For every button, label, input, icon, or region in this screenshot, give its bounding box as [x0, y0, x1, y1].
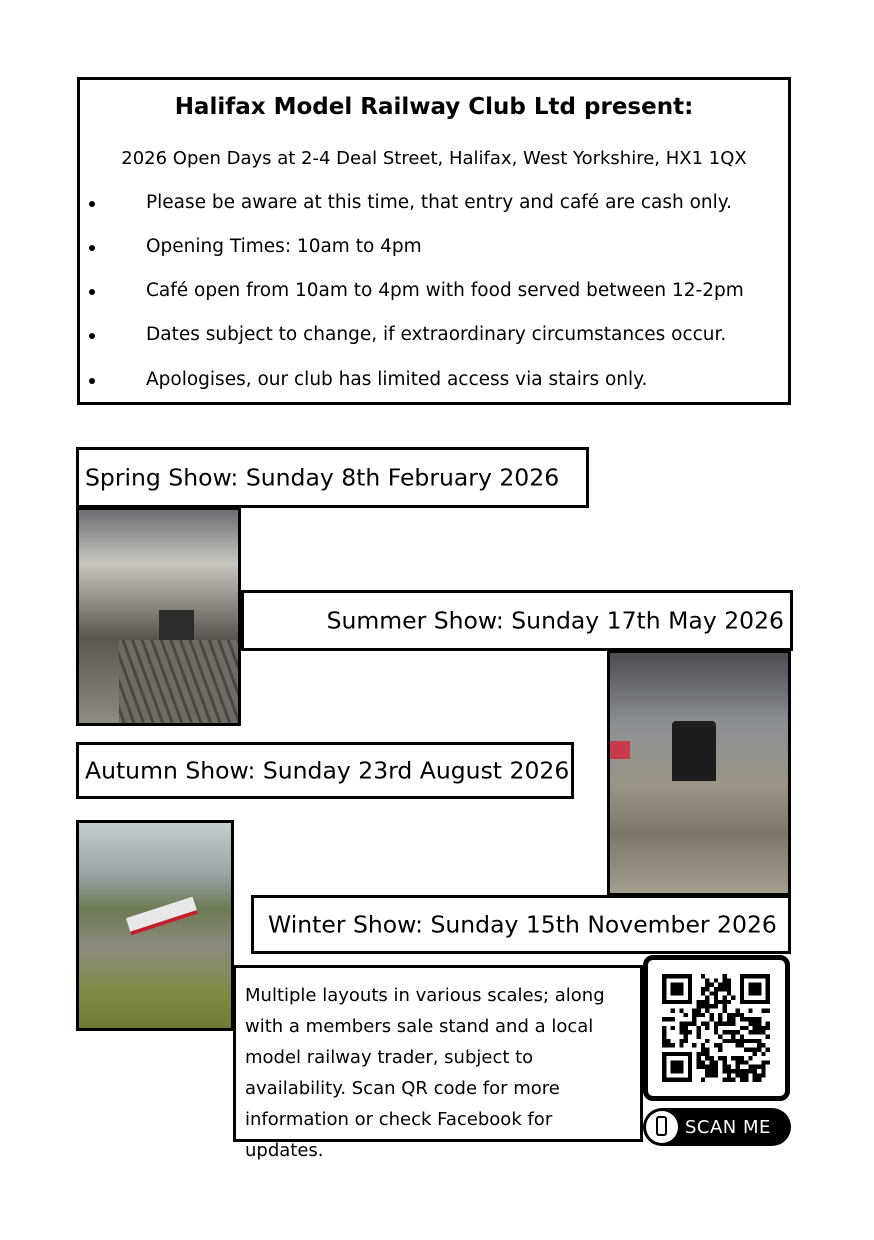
bullet-text: Café open from 10am to 4pm with food served between 12-2pm [146, 280, 744, 301]
bullet-icon [89, 289, 95, 295]
bullet-text: Opening Times: 10am to 4pm [146, 236, 422, 257]
autumn-show-box [76, 742, 574, 799]
description-text: Multiple layouts in various scales; along with a members sale stand and a local model railway trader, subject to availability. Scan QR code for more information or check Facebook for updates. [233, 965, 643, 1142]
spring-show-box [76, 447, 589, 508]
steam-locomotive-photo [607, 650, 791, 896]
subtitle: 2026 Open Days at 2-4 Deal Street, Halifax, West Yorkshire, HX1 1QX [121, 148, 747, 169]
scan-me-badge [643, 1108, 791, 1146]
bullet-text: Dates subject to change, if extraordinary circumstances occur. [146, 324, 727, 345]
bullet-icon [89, 201, 95, 207]
spring-show-date: Spring Show: Sunday 8th February 2026 [85, 462, 560, 491]
qr-code[interactable] [643, 955, 790, 1101]
bullet-icon [89, 378, 95, 384]
info-box [77, 77, 791, 405]
winter-show-box [251, 895, 791, 954]
phone-icon [646, 1111, 678, 1143]
bullet-text: Apologises, our club has limited access via stairs only. [146, 369, 648, 390]
summer-show-date: Summer Show: Sunday 17th May 2026 [326, 605, 784, 634]
scan-me-label: SCAN ME [685, 1117, 771, 1138]
summer-show-box [241, 590, 793, 651]
winter-show-date: Winter Show: Sunday 15th November 2026 [268, 909, 777, 938]
page-title: Halifax Model Railway Club Ltd present: [174, 94, 694, 120]
bullet-icon [89, 333, 95, 339]
high-speed-train-photo [76, 820, 234, 1031]
bullet-text: Please be aware at this time, that entry and café are cash only. [146, 192, 732, 213]
station-train-photo [76, 507, 241, 726]
bullet-icon [89, 245, 95, 251]
qr-code-icon [662, 974, 770, 1082]
autumn-show-date: Autumn Show: Sunday 23rd August 2026 [85, 755, 570, 784]
